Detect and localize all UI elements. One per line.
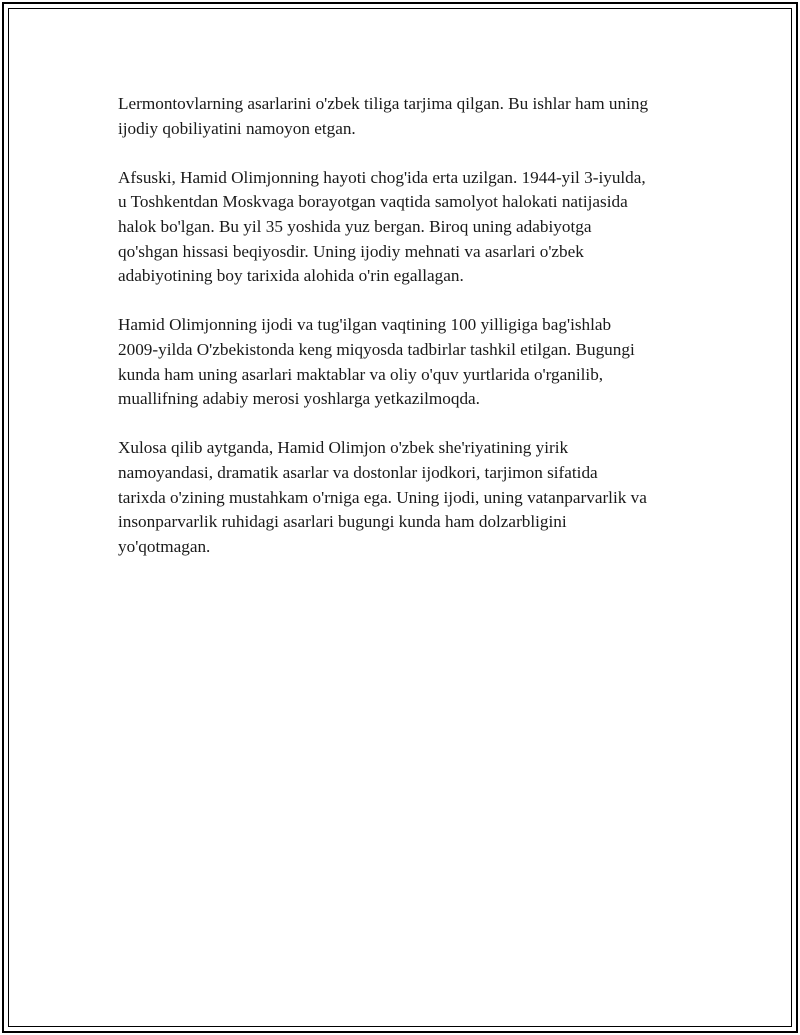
paragraph-4: Xulosa qilib aytganda, Hamid Olimjon o'zbek she'riyatining yirik namoyandasi, dramatik asarlar va dostonlar ijodkori, tarjimon sifatida tarixda o'zining mustahkam o'rniga ega. Uning ijodi, uning vatanparvarlik va insonparvarlik ruhidagi asarlari bugungi kunda ham dolzarbligini yo'qotmagan. <box>118 438 647 556</box>
paragraph-1: Lermontovlarning asarlarini o'zbek tiliga tarjima qilgan. Bu ishlar ham uning ijodiy qobiliyatini namoyon etgan. <box>118 94 649 138</box>
paragraph-2: Afsuski, Hamid Olimjonning hayoti chog'ida erta uzilgan. 1944-yil 3-iyulda, u Toshkentdan Moskvaga borayotgan vaqtida samolyot halokati natijasida halok bo'lgan. Bu yil 35 yoshida yuz bergan. Biroq uning adabiyotga qo'shgan hissasi beqiyosdir. Uning ijodiy mehnati va asarlari o'zbek adabiyotining boy tarixida alohida o'rin egallagan. <box>118 167 646 286</box>
document-body <box>118 92 698 584</box>
paragraph-3: Hamid Olimjonning ijodi va tug'ilgan vaqtining 100 yilligiga bag'ishlab 2009-yilda O'zbekistonda keng miqyosda tadbirlar tashkil etilgan. Bugungi kunda ham uning asarlari maktablar va oliy o'quv yurtlarida o'rganilib, muallifning adabiy merosi yoshlarga yetkazilmoqda. <box>118 315 635 409</box>
